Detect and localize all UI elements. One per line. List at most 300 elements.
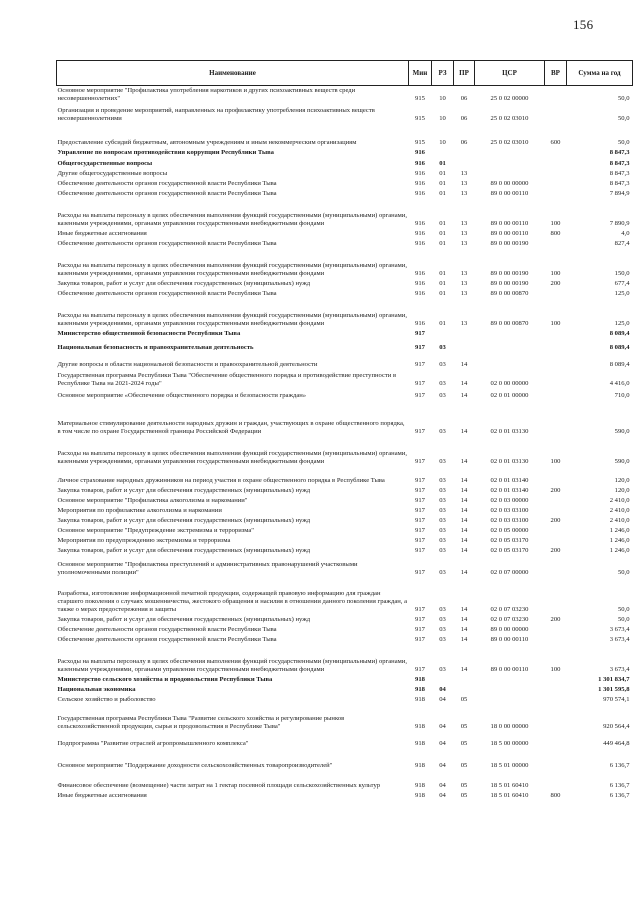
row-pr: 14 [460,476,468,484]
row-sum: 8 847,3 [609,169,630,177]
row-sum: 8 847,3 [609,159,630,167]
row-name: Закупка товаров, работ и услуг для обеспечения государственных (муниципальных) нужд [57,546,311,554]
table-row [57,248,633,278]
row-name: Расходы на выплаты персоналу в целях обеспечения выполнения функций государственными (муниципальными) органами, казенными учреждениями, органами управления государственными внебюджетными фондами [57,211,407,227]
row-rz [432,328,454,338]
row-vr [545,157,567,168]
row-sum: 590,0 [614,427,630,435]
row-name: Мероприятия по предупреждению экстремизма и терроризма [57,536,231,544]
row-csr: 18 0 00 00000 [490,722,529,730]
table-row [57,545,633,555]
row-sum: 50,0 [617,615,630,623]
row-csr: 89 0 00 00110 [490,219,529,227]
row-min: 917 [415,546,425,554]
row-min: 916 [415,289,425,297]
row-sum: 1 301 595,8 [598,685,630,693]
row-sum: 50,0 [617,114,630,122]
row-pr: 14 [460,625,468,633]
row-name: Предоставление субсидий бюджетным, автономным учреждениям и иным некоммерческим организациям [57,138,357,146]
row-name: Обеспечение деятельности органов государственной власти Республики Тыва [57,239,277,247]
table-row [57,388,633,400]
row-csr: 02 0 05 00000 [490,526,529,534]
table-row [57,577,633,614]
row-pr: 14 [460,360,468,368]
table-row [57,178,633,188]
row-vr: 200 [550,516,561,524]
row-sum: 3 673,4 [609,635,630,643]
row-csr [475,684,545,694]
row-min: 918 [415,791,425,799]
row-name: Финансовое обеспечение (возмещение) части затрат на 1 гектар посевной площади сельскохозяйственных культур [57,781,381,789]
row-sum: 1 246,0 [609,536,630,544]
row-pr: 05 [460,695,468,703]
table-row [57,86,633,103]
row-pr: 14 [460,526,468,534]
row-min: 917 [415,516,425,524]
row-pr: 14 [460,379,468,387]
row-pr: 13 [460,279,468,287]
row-vr [545,86,567,103]
row-vr [545,188,567,198]
table-row [57,634,633,644]
table-row [57,298,633,328]
row-csr: 89 0 00 00110 [490,635,529,643]
table-row [57,466,633,485]
row-name: Материальное стимулирование деятельности народных дружин и граждан, участвующих в охране общественного порядка, в том числе по охране Государственной границы Российской Федерации [57,419,405,435]
row-pr: 14 [460,486,468,494]
row-sum: 1 246,0 [609,546,630,554]
row-sum: 8 089,4 [609,343,630,351]
row-rz: 01 [439,179,446,187]
row-pr [454,157,475,168]
row-vr [545,731,567,748]
row-vr [545,694,567,704]
row-min: 915 [415,94,425,102]
row-sum: 2 410,0 [609,516,630,524]
row-rz: 01 [439,169,446,177]
row-min: 916 [415,169,425,177]
row-min: 915 [415,138,425,146]
row-csr: 89 0 00 00000 [490,179,529,187]
row-name: Сельское хозяйство и рыболовство [57,695,156,703]
row-sum: 50,0 [617,605,630,613]
row-min: 918 [415,675,425,683]
budget-table [56,60,633,800]
row-pr: 14 [460,391,468,399]
row-sum: 827,4 [614,239,630,247]
row-sum: 120,0 [614,476,630,484]
row-min: 918 [415,685,425,693]
row-min: 916 [415,279,425,287]
row-vr: 200 [550,546,561,554]
row-name: Министерство сельского хозяйства и продовольствия Республики Тыва [57,675,273,683]
row-rz: 04 [439,685,446,693]
row-rz: 01 [439,219,446,227]
row-pr: 14 [460,516,468,524]
row-csr: 02 0 01 03130 [490,457,529,465]
table-row [57,436,633,466]
row-csr [475,157,545,168]
row-rz: 01 [439,319,446,327]
row-name: Обеспечение деятельности органов государственной власти Республики Тыва [57,189,277,197]
row-vr [545,555,567,577]
row-rz: 01 [439,289,446,297]
row-csr: 89 0 00 00110 [490,189,529,197]
row-pr: 13 [460,229,468,237]
row-rz: 04 [439,791,446,799]
row-rz: 03 [439,427,446,435]
row-name: Расходы на выплаты персоналу в целях обеспечения выполнения функций государственными (муниципальными) органами, казенными учреждениями, органами управления государственными внебюджетными фондами [57,311,407,327]
row-csr [475,694,545,704]
table-row [57,238,633,248]
row-min: 917 [415,568,425,576]
row-csr: 25 0 02 03010 [490,138,529,146]
row-sum: 4 416,0 [609,379,630,387]
page-number: 156 [573,17,594,32]
row-pr: 13 [460,169,468,177]
row-pr: 14 [460,427,468,435]
row-vr [545,103,567,123]
row-name: Основное мероприятие "Поддержание доходности сельскохозяйственных товаропроизводителей" [57,761,333,769]
row-min: 916 [415,229,425,237]
row-rz: 01 [439,189,446,197]
row-min: 917 [415,506,425,514]
row-vr [545,525,567,535]
row-pr: 13 [460,219,468,227]
table-row [57,694,633,704]
row-min: 917 [415,526,425,534]
row-rz: 03 [439,546,446,554]
row-min: 917 [415,360,425,368]
row-pr: 05 [460,761,468,769]
table-row [57,614,633,624]
row-csr: 89 0 00 00110 [490,229,529,237]
table-row [57,338,633,352]
row-sum: 3 673,4 [609,625,630,633]
row-sum: 3 673,4 [609,665,630,673]
row-vr [545,238,567,248]
row-csr: 02 0 03 03100 [490,516,529,524]
row-csr: 18 5 01 60410 [490,781,529,789]
header-min: Мин [409,61,432,86]
table-row [57,288,633,298]
table-row [57,157,633,168]
row-name: Государственная программа Республики Тыва "Обеспечение общественного порядка и противодействие преступности в Республике Тыва на 2021-2024 годы" [57,371,397,387]
table-row [57,485,633,495]
header-csr: ЦСР [475,61,545,86]
row-name: Управление по вопросам противодействия коррупции Республики Тыва [57,148,274,156]
row-min: 917 [415,665,425,673]
row-vr: 800 [550,791,561,799]
row-rz: 03 [439,526,446,534]
row-rz: 03 [439,457,446,465]
row-sum: 920 564,4 [603,722,630,730]
table-row [57,369,633,388]
row-min: 917 [415,427,425,435]
row-sum: 677,4 [614,279,630,287]
row-csr [475,674,545,684]
row-vr [545,634,567,644]
row-sum: 449 464,8 [603,739,630,747]
row-vr [545,684,567,694]
header-name: Наименование [57,61,409,86]
row-rz: 03 [439,360,446,368]
row-vr: 100 [550,219,561,227]
row-min: 916 [415,269,425,277]
row-rz: 01 [439,159,446,167]
row-name: Основное мероприятие "Профилактика употребления наркотиков и других психоактивных веществ среди несовершеннолетних" [57,86,356,102]
row-vr [545,168,567,178]
row-name: Национальная экономика [57,685,136,693]
row-rz: 03 [439,625,446,633]
row-csr: 02 0 01 03130 [490,427,529,435]
row-vr [545,704,567,731]
row-vr [545,338,567,352]
row-name: Общегосударственные вопросы [57,159,153,167]
row-pr: 14 [460,496,468,504]
row-rz: 03 [439,536,446,544]
row-rz: 03 [439,516,446,524]
row-vr: 100 [550,319,561,327]
row-csr: 02 0 07 03230 [490,615,529,623]
row-sum: 1 246,0 [609,526,630,534]
row-pr: 14 [460,615,468,623]
row-vr: 100 [550,665,561,673]
header-rz: РЗ [432,61,454,86]
row-sum: 150,0 [614,269,630,277]
row-pr: 14 [460,506,468,514]
row-rz: 04 [439,722,446,730]
row-csr: 02 0 00 00000 [490,379,529,387]
row-rz: 04 [439,739,446,747]
table-row [57,198,633,228]
row-sum: 6 136,7 [609,761,630,769]
row-pr: 06 [460,114,468,122]
table-row [57,535,633,545]
table-row [57,103,633,123]
row-sum: 710,0 [614,391,630,399]
row-csr: 02 0 07 00000 [490,568,529,576]
row-rz: 03 [439,665,446,673]
row-vr: 800 [550,229,561,237]
row-csr: 25 0 02 00000 [490,94,529,102]
table-row [57,228,633,238]
table-row [57,123,633,147]
row-rz: 03 [439,486,446,494]
row-vr: 200 [550,279,561,287]
row-csr: 89 0 00 00870 [490,319,529,327]
table-row [57,147,633,157]
row-sum: 7 894,9 [609,189,630,197]
row-name: Закупка товаров, работ и услуг для обеспечения государственных (муниципальных) нужд [57,615,311,623]
row-min: 918 [415,781,425,789]
row-csr: 02 0 01 03140 [490,486,529,494]
row-vr [545,748,567,770]
row-vr [545,674,567,684]
row-rz: 03 [439,605,446,613]
row-vr [545,535,567,545]
row-name: Мероприятия по профилактике алкоголизма и наркомании [57,506,222,514]
row-min: 918 [415,761,425,769]
header-vr: ВР [545,61,567,86]
row-min: 917 [415,486,425,494]
row-pr: 14 [460,457,468,465]
row-vr [545,369,567,388]
row-csr: 02 0 01 00000 [490,391,529,399]
row-name: Обеспечение деятельности органов государственной власти Республики Тыва [57,179,277,187]
row-name: Основное мероприятие "Предупреждение экстремизма и терроризма" [57,526,254,534]
row-csr: 89 0 00 00190 [490,279,529,287]
row-min: 917 [415,391,425,399]
row-name: Иные бюджетные ассигнования [57,791,147,799]
row-vr [545,147,567,157]
row-sum: 120,0 [614,486,630,494]
row-name: Другие общегосударственные вопросы [57,169,168,177]
row-pr [454,147,475,157]
table-row [57,674,633,684]
table-row [57,731,633,748]
row-pr: 14 [460,605,468,613]
table-row [57,790,633,800]
row-min: 918 [415,739,425,747]
row-rz: 04 [439,781,446,789]
table-row [57,278,633,288]
row-vr [545,505,567,515]
table-row [57,644,633,674]
row-name: Расходы на выплаты персоналу в целях обеспечения выполнения функций государственными (муниципальными) органами, казенными учреждениями, органами управления государственными внебюджетными фондами [57,657,407,673]
row-pr: 13 [460,289,468,297]
row-pr: 05 [460,722,468,730]
row-rz: 10 [439,94,446,102]
row-csr: 89 0 00 00110 [490,665,529,673]
row-sum: 8 089,4 [609,329,630,337]
row-rz: 03 [439,635,446,643]
row-name: Национальная безопасность и правоохранительная деятельность [57,343,254,351]
row-vr [545,328,567,338]
row-csr: 02 0 03 00000 [490,496,529,504]
row-rz: 01 [439,229,446,237]
table-row [57,168,633,178]
table-row [57,328,633,338]
row-pr: 14 [460,635,468,643]
row-csr: 02 0 07 03230 [490,605,529,613]
row-pr [454,674,475,684]
row-csr [475,168,545,178]
row-csr: 89 0 00 00000 [490,625,529,633]
row-vr: 100 [550,269,561,277]
row-pr: 13 [460,319,468,327]
row-name: Организация и проведение мероприятий, направленных на профилактику употребления психоактивных веществ несовершеннолетними [57,106,375,122]
row-name: Другие вопросы в области национальной безопасности и правоохранительной деятельности [57,360,318,368]
row-rz: 01 [439,239,446,247]
row-vr: 600 [550,138,561,146]
row-csr: 02 0 05 03170 [490,536,529,544]
row-min: 917 [415,476,425,484]
row-pr: 05 [460,739,468,747]
row-pr: 14 [460,665,468,673]
row-csr: 18 5 00 00000 [490,739,529,747]
row-name: Расходы на выплаты персоналу в целях обеспечения выполнения функций государственными (муниципальными) органами, казенными учреждениями, органами управления государственными внебюджетными фондами [57,261,407,277]
header-pr: ПР [454,61,475,86]
row-sum: 2 410,0 [609,506,630,514]
row-name: Закупка товаров, работ и услуг для обеспечения государственных (муниципальных) нужд [57,516,311,524]
row-sum: 8 847,3 [609,148,630,156]
row-csr: 89 0 00 00190 [490,239,529,247]
table-row [57,400,633,436]
row-min: 916 [415,239,425,247]
row-csr: 02 0 01 03140 [490,476,529,484]
table-row [57,684,633,694]
row-csr: 02 0 03 03100 [490,506,529,514]
row-min: 916 [415,179,425,187]
row-name: Основное мероприятие "Профилактика преступлений и административных правонарушений участковыми уполномоченными полиции" [57,560,358,576]
row-sum: 6 136,7 [609,791,630,799]
row-csr [475,338,545,352]
row-vr [545,495,567,505]
table-row [57,505,633,515]
table-row [57,495,633,505]
row-min: 917 [415,496,425,504]
row-sum: 8 089,4 [609,360,630,368]
row-min: 917 [415,635,425,643]
row-csr: 25 0 02 03010 [490,114,529,122]
row-sum: 8 847,3 [609,179,630,187]
row-name: Основное мероприятие "Профилактика алкоголизма и наркомании" [57,496,248,504]
row-sum: 1 301 834,7 [598,675,630,683]
row-sum: 7 890,9 [609,219,630,227]
row-name: Обеспечение деятельности органов государственной власти Республики Тыва [57,625,277,633]
row-vr [545,178,567,188]
row-rz: 04 [439,695,446,703]
row-name: Расходы на выплаты персоналу в целях обеспечения выполнения функций государственными (муниципальными) органами, казенными учреждениями, органами управления государственными внебюджетными фондами [57,449,407,465]
row-csr [475,147,545,157]
table-row [57,352,633,369]
row-rz [432,147,454,157]
table-row [57,770,633,790]
table-row [57,515,633,525]
row-name: Разработка, изготовление информационной печатной продукции, содержащей правовую информацию для граждан старшего поколения о случаях мошенничества, жестокого обращения и насилия в отношении данного поколения граждан, а также о мерах предостережения и защиты [57,589,408,613]
table-row [57,704,633,731]
row-sum: 125,0 [614,289,630,297]
row-rz: 01 [439,279,446,287]
row-pr: 13 [460,269,468,277]
table-row [57,525,633,535]
row-sum: 2 410,0 [609,496,630,504]
row-min: 917 [415,536,425,544]
row-min: 917 [415,625,425,633]
row-pr: 14 [460,536,468,544]
row-csr: 89 0 00 00190 [490,269,529,277]
row-rz: 03 [439,568,446,576]
row-name: Государственная программа Республики Тыва "Развитие сельского хозяйства и регулирование рынков сельскохозяйственной продукции, сырья и продовольствия в Республике Тыва" [57,714,345,730]
row-name: Иные бюджетные ассигнования [57,229,147,237]
row-min: 916 [415,219,425,227]
row-name: Закупка товаров, работ и услуг для обеспечения государственных (муниципальных) нужд [57,486,311,494]
row-vr [545,400,567,436]
table-body [57,86,633,800]
row-min: 917 [415,605,425,613]
row-vr [545,624,567,634]
row-pr: 13 [460,189,468,197]
row-pr: 06 [460,94,468,102]
row-name: Основное мероприятие «Обеспечение общественного порядка и безопасности граждан» [57,391,307,399]
table-row [57,188,633,198]
row-min: 917 [415,615,425,623]
row-vr [545,466,567,485]
row-sum: 50,0 [617,568,630,576]
row-rz: 10 [439,114,446,122]
table-row [57,624,633,634]
